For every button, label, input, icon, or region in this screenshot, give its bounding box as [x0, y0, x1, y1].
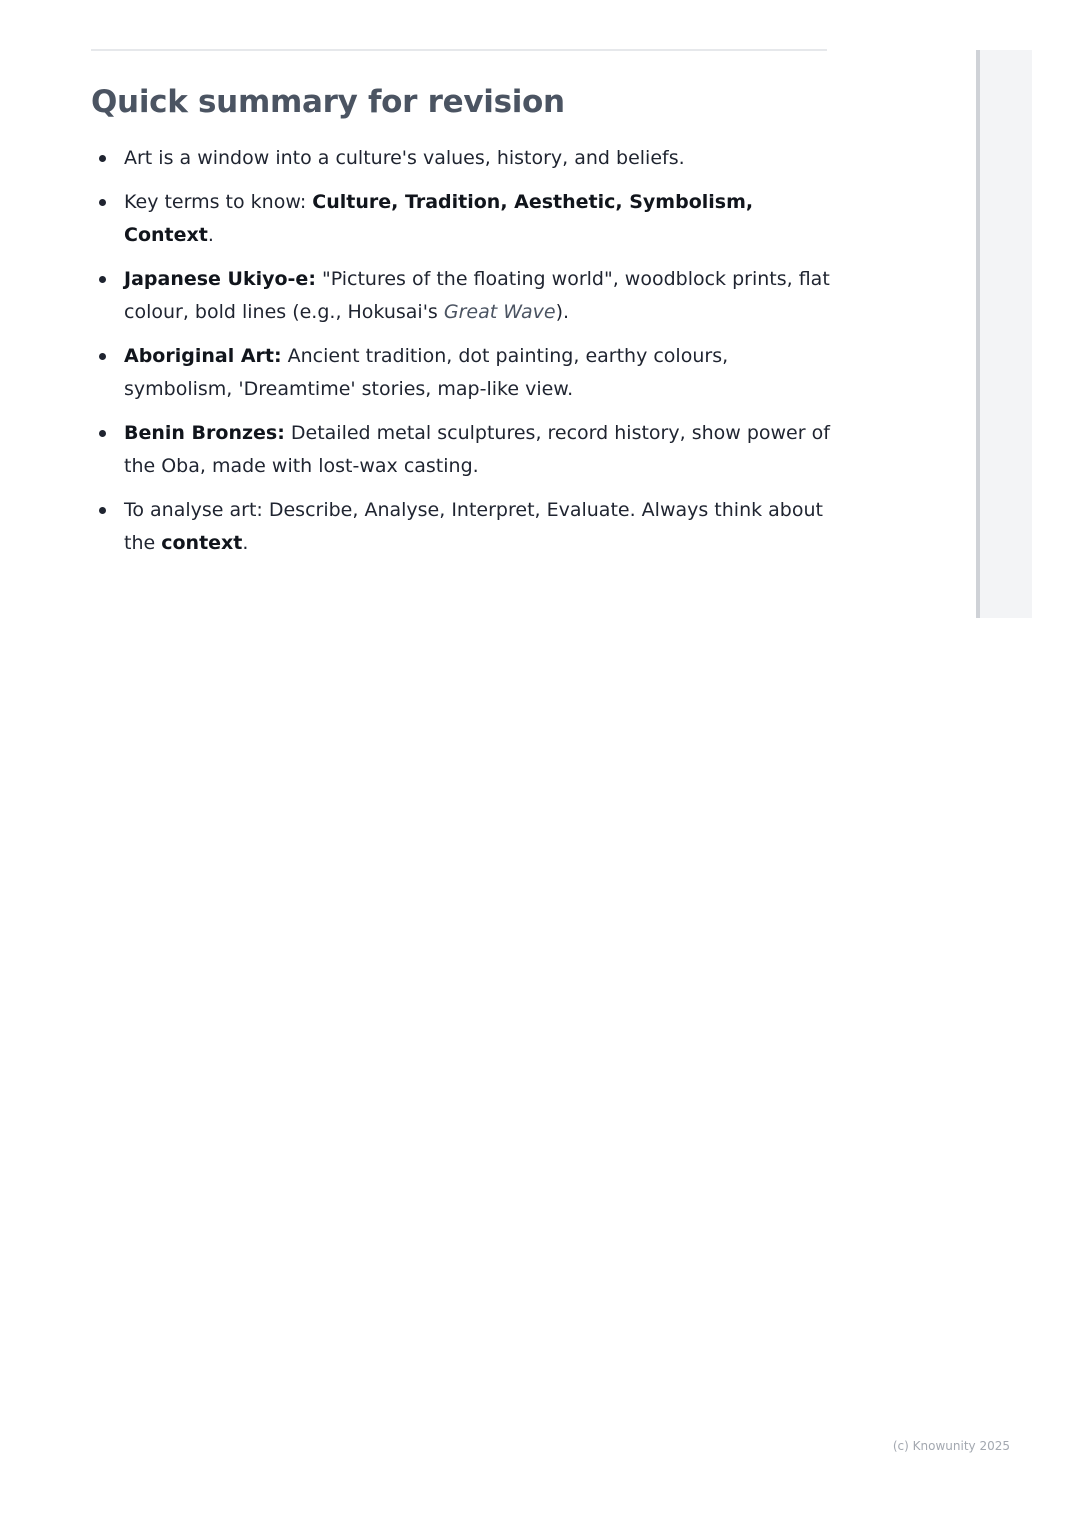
item-end: . [207, 224, 214, 246]
top-divider [91, 49, 827, 51]
item-label: Aboriginal Art: [124, 345, 282, 367]
sidebar-panel [976, 50, 1032, 618]
list-item [124, 340, 830, 406]
key-terms: Culture, Tradition, Aesthetic, Symbolism, Context [124, 191, 754, 246]
list-item [124, 494, 830, 560]
item-bold: context [161, 532, 243, 554]
item-text: "Pictures of the floating world", woodblock prints, flat colour, bold lines (e.g., Hokusai's [124, 268, 830, 323]
summary-list [124, 142, 830, 571]
item-end: ). [555, 301, 570, 323]
copyright-footer: (c) Knowunity 2025 [892, 1439, 1010, 1453]
bullet-icon [99, 199, 106, 206]
item-label: Benin Bronzes: [124, 422, 285, 444]
bullet-icon [99, 507, 106, 514]
item-text: Art is a window into a culture's values, history, and beliefs. [124, 147, 685, 169]
bullet-icon [99, 155, 106, 162]
list-item [124, 417, 830, 483]
item-text: Key terms to know: [124, 191, 313, 213]
bullet-icon [99, 430, 106, 437]
section-title: Quick summary for revision [91, 84, 565, 120]
item-text: Ancient tradition, dot painting, earthy colours, symbolism, 'Dreamtime' stories, map-like view. [124, 345, 729, 400]
item-end: . [242, 532, 249, 554]
artwork-title: Great Wave [443, 301, 556, 323]
list-item [124, 186, 830, 252]
bullet-icon [99, 353, 106, 360]
list-item [124, 142, 830, 175]
bullet-icon [99, 276, 106, 283]
item-text: To analyse art: Describe, Analyse, Interpret, Evaluate. Always think about the [124, 499, 823, 554]
item-label: Japanese Ukiyo-e: [124, 268, 316, 290]
item-text: Detailed metal sculptures, record history, show power of the Oba, made with lost-wax casting. [124, 422, 830, 477]
list-item [124, 263, 830, 329]
